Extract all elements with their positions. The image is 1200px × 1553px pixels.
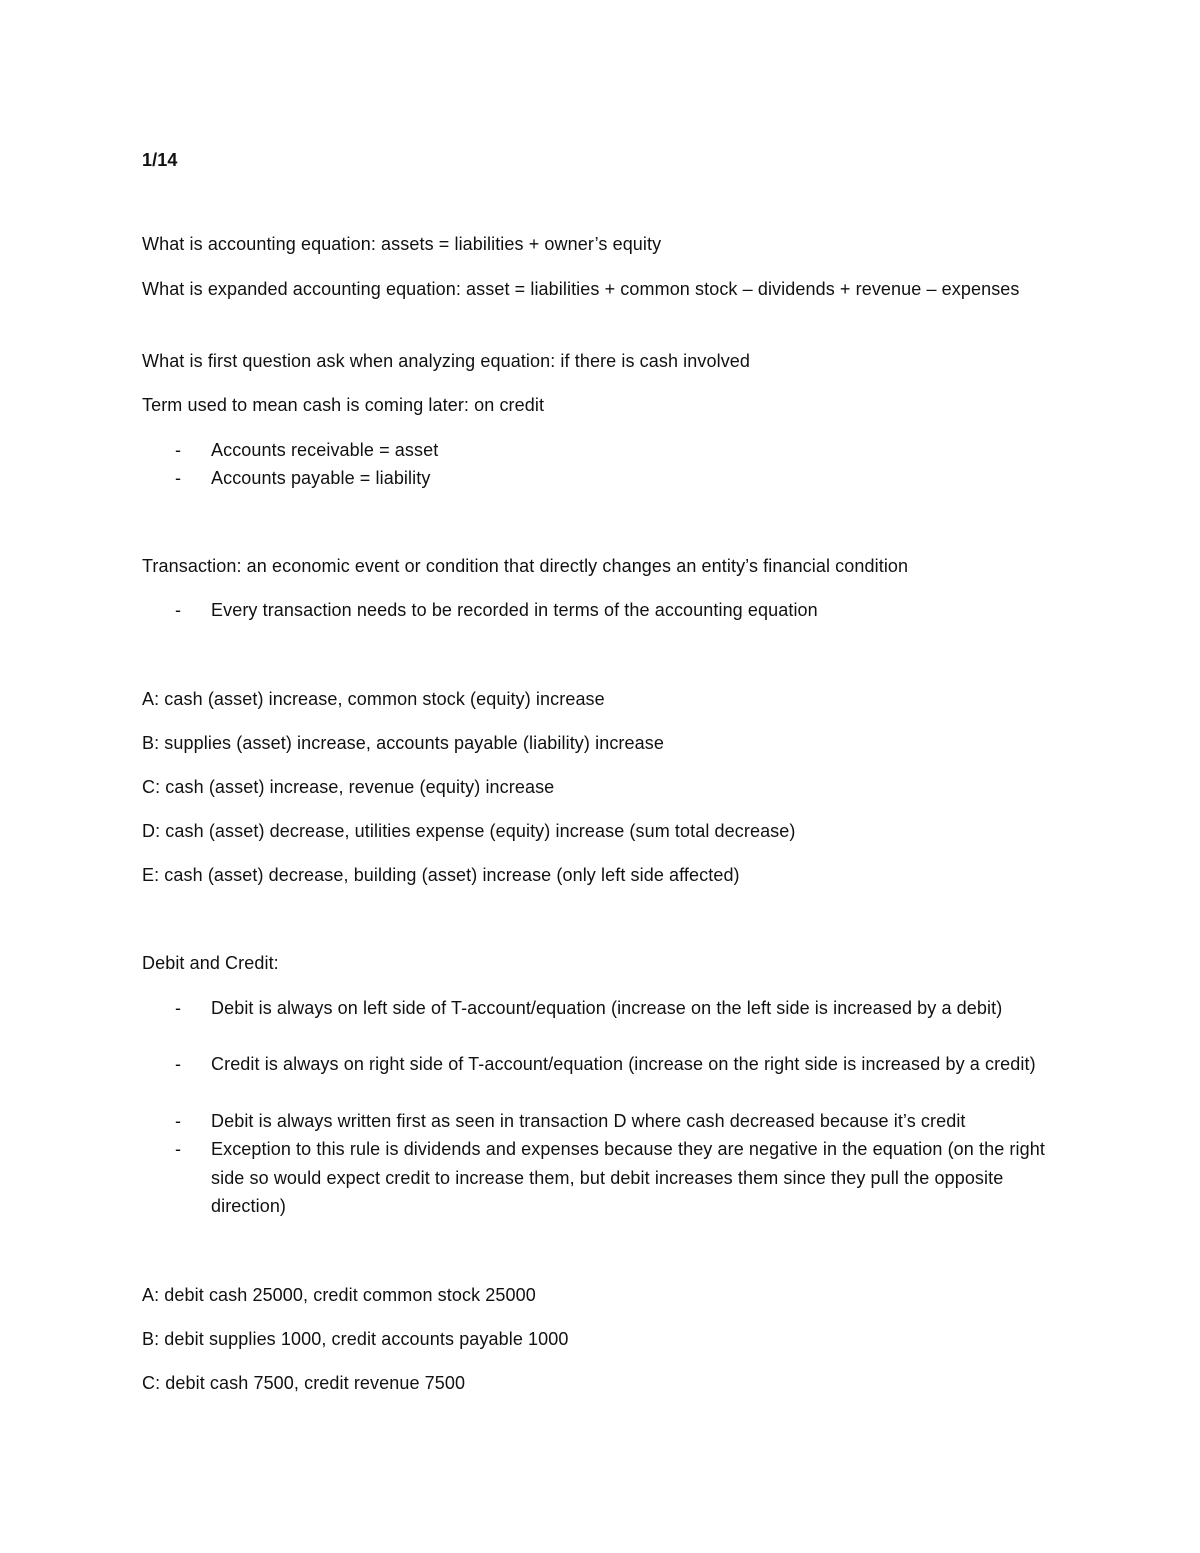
effect-b: B: supplies (asset) increase, accounts payable (liability) increase	[142, 733, 664, 753]
bullet-record-transactions: Every transaction needs to be recorded in terms of the accounting equation	[211, 600, 818, 620]
effect-c: C: cash (asset) increase, revenue (equity) increase	[142, 777, 555, 797]
bullet-marker: -	[175, 468, 181, 488]
bullet-accounts-receivable: Accounts receivable = asset	[211, 440, 439, 460]
question-accounting-equation: What is accounting equation: assets = liabilities + owner’s equity	[142, 234, 662, 254]
debit-credit-heading: Debit and Credit:	[142, 953, 279, 973]
entry-c: C: debit cash 7500, credit revenue 7500	[142, 1373, 466, 1393]
effect-a: A: cash (asset) increase, common stock (equity) increase	[142, 689, 605, 709]
bullet-exception: Exception to this rule is dividends and expenses because they are negative in the equation (on the right side so would expect credit to increase them, but debit increases them since they pull the opposite direction)	[211, 1139, 1045, 1216]
question-expanded-equation: What is expanded accounting equation: asset = liabilities + common stock – dividends + revenue – expenses	[142, 279, 1020, 299]
effect-d: D: cash (asset) decrease, utilities expense (equity) increase (sum total decrease)	[142, 821, 796, 841]
bullet-marker: -	[175, 998, 181, 1018]
bullet-accounts-payable: Accounts payable = liability	[211, 468, 431, 488]
bullet-marker: -	[175, 600, 181, 620]
question-on-credit: Term used to mean cash is coming later: on credit	[142, 395, 545, 415]
bullet-marker: -	[175, 1139, 181, 1159]
note-date: 1/14	[142, 150, 178, 170]
entry-b: B: debit supplies 1000, credit accounts payable 1000	[142, 1329, 569, 1349]
bullet-debit-first: Debit is always written first as seen in transaction D where cash decreased because it’s credit	[211, 1111, 966, 1131]
entry-a: A: debit cash 25000, credit common stock 25000	[142, 1285, 536, 1305]
bullet-debit-left: Debit is always on left side of T-account/equation (increase on the left side is increased by a debit)	[211, 998, 1003, 1018]
question-first-question: What is first question ask when analyzing equation: if there is cash involved	[142, 351, 751, 371]
bullet-marker: -	[175, 1111, 181, 1131]
bullet-credit-right: Credit is always on right side of T-account/equation (increase on the right side is increased by a credit)	[211, 1054, 1036, 1074]
bullet-marker: -	[175, 440, 181, 460]
bullet-marker: -	[175, 1054, 181, 1074]
transaction-definition: Transaction: an economic event or condition that directly changes an entity’s financial condition	[142, 556, 909, 576]
effect-e: E: cash (asset) decrease, building (asset) increase (only left side affected)	[142, 865, 740, 885]
